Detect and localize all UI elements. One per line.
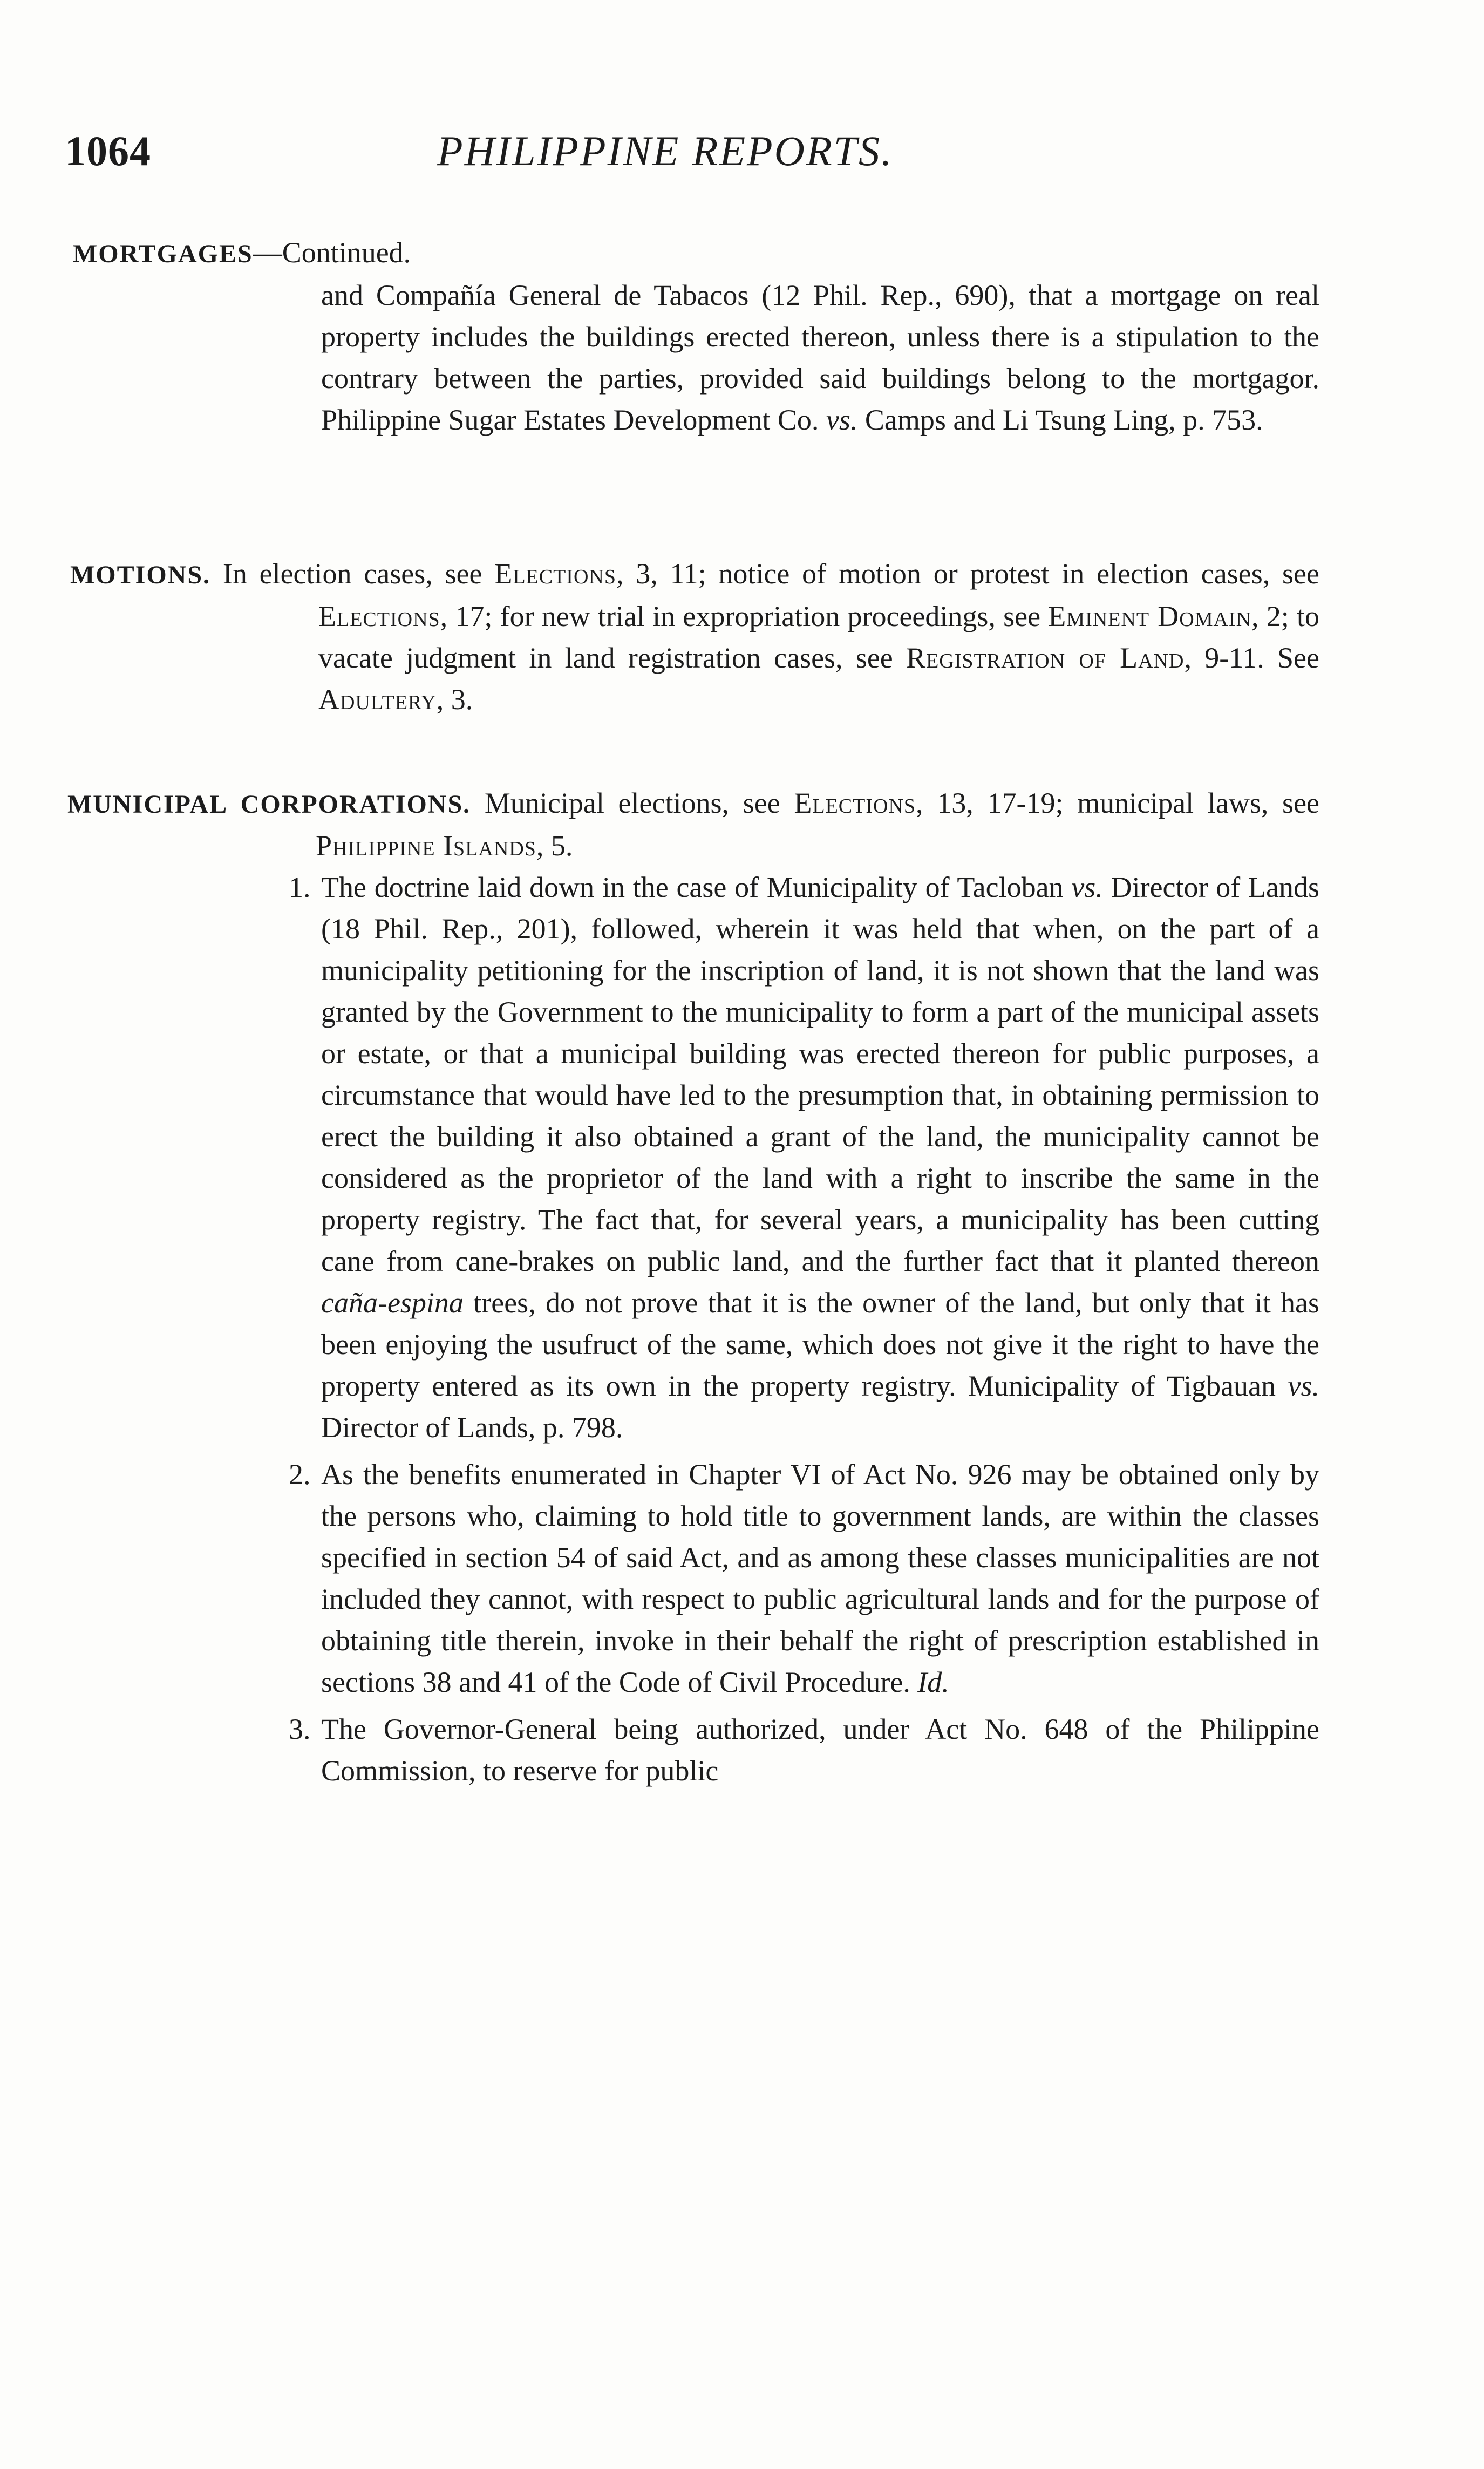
entry-text: Municipal elections, see xyxy=(471,787,794,819)
entry-text: , 5. xyxy=(536,829,573,862)
entry-text: , 2; to vacate judgment in land registration cases, see xyxy=(318,600,1319,674)
versus-label: vs. xyxy=(826,404,858,436)
cross-reference: Adultery xyxy=(318,683,437,716)
entry-heading: MOTIONS. xyxy=(70,561,211,589)
paragraph-text: The doctrine laid down in the case of Municipality of Tacloban xyxy=(321,871,1072,903)
index-entry-mortgages xyxy=(73,232,1319,441)
page-number: 1064 xyxy=(65,127,151,174)
cross-reference: Elections xyxy=(794,787,916,819)
entry-heading: MUNICIPAL CORPORATIONS. xyxy=(67,790,471,819)
entry-text: , 3. xyxy=(436,683,473,716)
cross-reference: Philippine Islands xyxy=(316,829,536,862)
numbered-paragraph xyxy=(67,1709,1319,1792)
italic-term: caña-espina xyxy=(321,1287,464,1319)
entry-intro xyxy=(67,783,1319,867)
versus-label: vs. xyxy=(1288,1370,1319,1402)
cross-reference: Elections xyxy=(494,557,616,590)
numbered-paragraph xyxy=(67,867,1319,1448)
versus-label: vs. xyxy=(1071,871,1103,903)
cross-reference: Elections xyxy=(318,600,440,632)
entry-text: , 13, 17-19; municipal laws, see xyxy=(916,787,1320,819)
paragraph-text: Director of Lands (18 Phil. Rep., 201), followed, wherein it was held that when, on the part of a municipality petitioning for the inscription of land, it is not shown that the land was granted by the Government to the municipality to form a part of the municipal assets or estate, or that a municipal building was erected thereon for public purposes, a circumstance that would have led to the presumption that, in obtaining permission to erect the building it also obtained a grant of the land, the municipality cannot be considered as the proprietor of the land with a right to inscribe the same in the property registry. The fact that, for several years, a municipality has been cutting cane from cane-brakes on public land, and the further fact that it planted thereon xyxy=(321,871,1319,1277)
paragraph-number: 2. xyxy=(289,1458,311,1491)
continued-label: —Continued. xyxy=(253,236,411,269)
paragraph-number: 1. xyxy=(289,871,311,903)
numbered-paragraph xyxy=(67,1454,1319,1703)
paragraph-number: 3. xyxy=(289,1713,311,1745)
paragraph-text: As the benefits enumerated in Chapter VI of Act No. 926 may be obtained only by the persons who, claiming to hold title to government lands, are within the classes specified in section 54 of said Act, and as among these classes municipalities are not included they cannot, with respect to public agricultural lands and for the purpose of obtaining title therein, invoke in their behalf the right of prescription established in sections 38 and 41 of the Code of Civil Procedure. xyxy=(321,1458,1319,1698)
paragraph-text: Director of Lands, p. 798. xyxy=(321,1411,623,1444)
ibid-label: Id. xyxy=(917,1666,949,1698)
entry-text: Camps and Li Tsung Ling, p. 753. xyxy=(857,404,1263,436)
cross-reference: Eminent Domain xyxy=(1048,600,1252,632)
index-entry-municipal-corporations xyxy=(67,783,1319,1792)
entry-heading: MORTGAGES xyxy=(73,240,253,268)
entry-text: , 17; for new trial in expropriation proceedings, see xyxy=(440,600,1049,632)
entry-text: , 9-11. See xyxy=(1184,642,1319,674)
index-entry-motions xyxy=(70,553,1319,720)
entry-heading-line xyxy=(73,232,1319,275)
paragraph-text: trees, do not prove that it is the owner of the land, but only that it has been enjoying the usufruct of the same, which does not give it the right to have the property entered as its own in the property registry. Municipality of Tigbauan xyxy=(321,1287,1319,1402)
cross-reference: Registration of Land xyxy=(906,642,1185,674)
entry-text: In election cases, see xyxy=(210,557,495,590)
entry-body xyxy=(321,275,1319,441)
paragraph-text: The Governor-General being authorized, under Act No. 648 of the Philippine Commission, to reserve for public xyxy=(321,1713,1319,1787)
entry-text: and Compañía General de Tabacos (12 Phil. Rep., 690), that a mortgage on real property includes the buildings erected thereon, unless there is a stipulation to the contrary between the parties, provided said buildings belong to the mortgagor. Philippine Sugar Estates Development Co. xyxy=(321,279,1319,436)
running-title: PHILIPPINE REPORTS. xyxy=(437,127,894,174)
page-header xyxy=(65,127,1328,192)
entry-text: , 3, 11; notice of motion or protest in election cases, see xyxy=(616,557,1319,590)
